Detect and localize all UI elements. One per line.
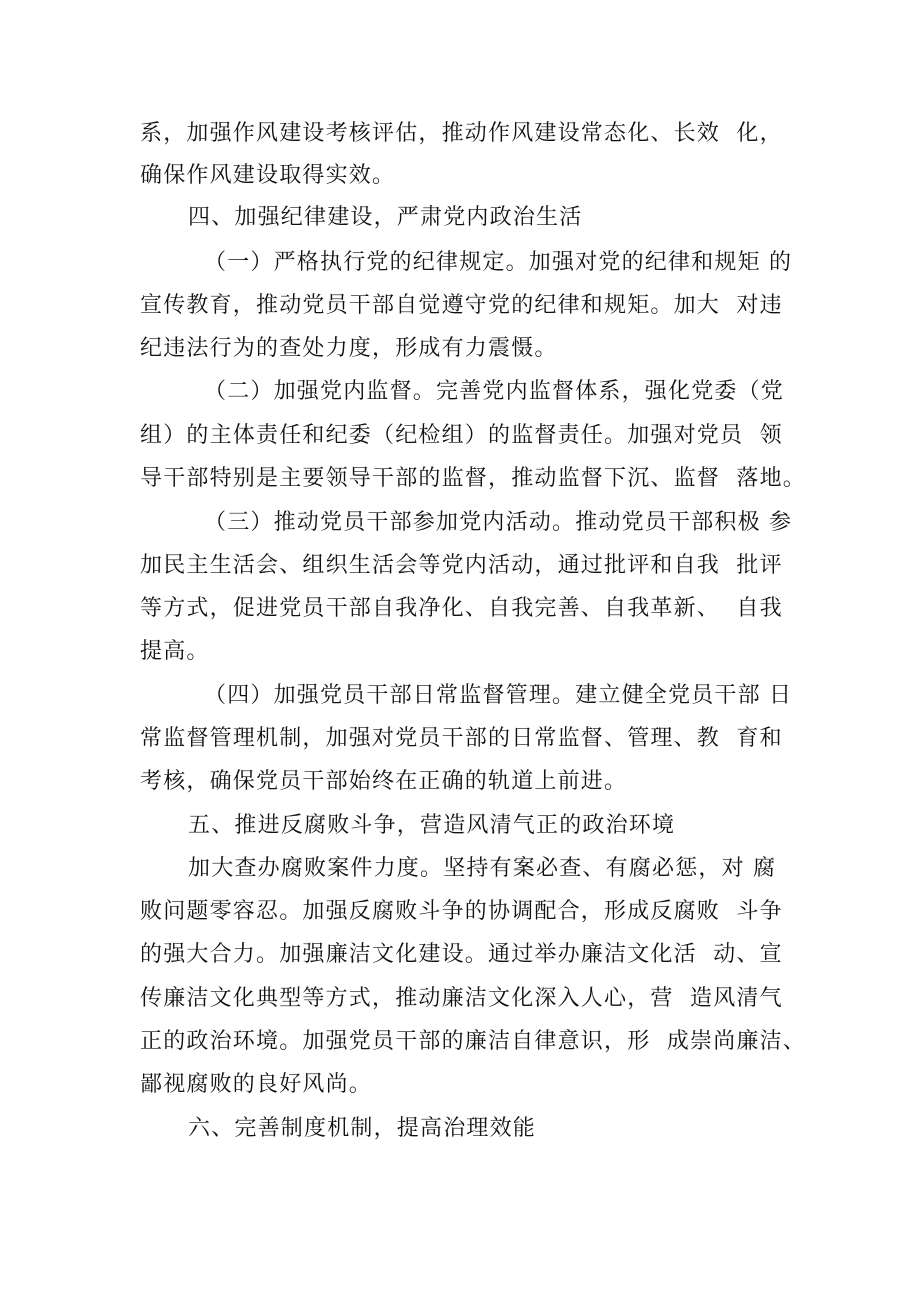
text-line: 考核，确保党员干部始终在正确的轨道上前进。 bbox=[140, 769, 628, 794]
text-line: 组）的主体责任和纪委（纪检组）的监督责任。加强对党员 领 bbox=[140, 423, 783, 448]
text-line: 系，加强作风建设考核评估，推动作风建设常态化、长效 化， bbox=[140, 121, 783, 146]
section-heading: 四、加强纪律建设，严肃党内政治生活 bbox=[188, 205, 583, 230]
text-line: 等方式，促进党员干部自我净化、自我完善、自我革新、 自我 bbox=[140, 596, 783, 621]
text-line: 败问题零容忍。加强反腐败斗争的协调配合，形成反腐败 斗争 bbox=[140, 899, 783, 924]
text-line: 的强大合力。加强廉洁文化建设。通过举办廉洁文化活 动、宣 bbox=[140, 942, 783, 967]
text-line: 提高。 bbox=[140, 639, 210, 664]
text-line: 确保作风建设取得实效。 bbox=[140, 163, 396, 188]
text-line: 传廉洁文化典型等方式，推动廉洁文化深入人心，营 造风清气 bbox=[140, 986, 783, 1011]
text-line: 导干部特别是主要领导干部的监督，推动监督下沉、监督 落地。 bbox=[140, 466, 806, 491]
text-line: 常监督管理机制，加强对党员干部的日常监督、管理、教 育和 bbox=[140, 726, 783, 751]
text-line: 纪违法行为的查处力度，形成有力震慑。 bbox=[140, 336, 558, 361]
text-line: （二）加强党内监督。完善党内监督体系，强化党委（党 bbox=[204, 379, 785, 404]
text-line: （一）严格执行党的纪律规定。加强对党的纪律和规矩 的 bbox=[204, 250, 793, 275]
text-line: 宣传教育，推动党员干部自觉遵守党的纪律和规矩。加大 对违 bbox=[140, 293, 783, 318]
section-heading: 五、推进反腐败斗争，营造风清气正的政治环境 bbox=[188, 813, 676, 838]
text-line: 加民主生活会、组织生活会等党内活动，通过批评和自我 批评 bbox=[140, 553, 783, 578]
text-line: 鄙视腐败的良好风尚。 bbox=[140, 1072, 373, 1097]
text-line: （四）加强党员干部日常监督管理。建立健全党员干部 日 bbox=[204, 683, 793, 708]
text-line: （三）推动党员干部参加党内活动。推动党员干部积极 参 bbox=[204, 510, 793, 535]
text-line: 正的政治环境。加强党员干部的廉洁自律意识，形 成崇尚廉洁、 bbox=[140, 1029, 806, 1054]
text-line: 加大查办腐败案件力度。坚持有案必查、有腐必惩，对 腐 bbox=[188, 856, 777, 881]
section-heading: 六、完善制度机制，提高治理效能 bbox=[188, 1116, 537, 1141]
